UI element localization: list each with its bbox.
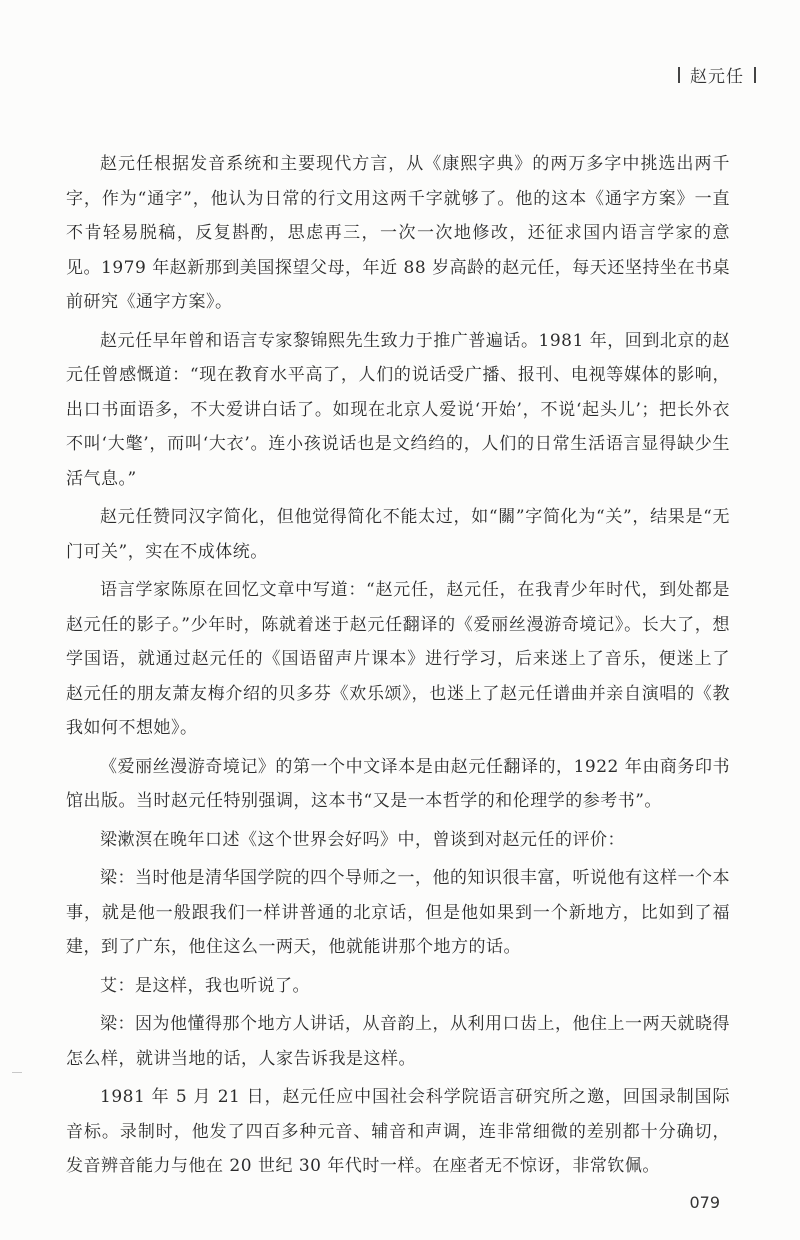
margin-mark	[12, 1072, 22, 1073]
running-head	[678, 62, 756, 87]
running-head-title: 赵元任	[690, 67, 744, 87]
running-head-right-bar	[754, 67, 756, 83]
body-text	[66, 147, 730, 1188]
paragraph-putonghua: 赵元任早年曾和语言专家黎锦熙先生致力于推广普遍话。1981 年，回到北京的赵元任曾感慨道：“现在教育水平高了，人们的说话受广播、报刊、电视等媒体的影响，出口书面语多，不大爱讲白话了。如现在北京人爱说‘开始’，不说‘起头儿’；把长外衣不叫‘大氅’，而叫‘大衣’。连小孩说话也是文绉绉的，人们的日常生活语言显得缺少生活气息。”	[66, 330, 730, 489]
paragraph-alice-translation: 《爱丽丝漫游奇境记》的第一个中文译本是由赵元任翻译的，1922 年由商务印书馆出版。当时赵元任特别强调，这本书“又是一本哲学的和伦理学的参考书”。	[66, 756, 730, 811]
page-number: 079	[689, 1193, 720, 1212]
running-head-left-bar	[678, 67, 680, 83]
paragraph-simplification: 赵元任赞同汉字简化，但他觉得简化不能太过，如“關”字简化为“关”，结果是“无门可关”，实在不成体统。	[66, 507, 730, 562]
paragraph-liang-intro: 梁漱溟在晚年口述《这个世界会好吗》中，曾谈到对赵元任的评价：	[100, 829, 625, 850]
paragraph-1981-recording: 1981 年 5 月 21 日，赵元任应中国社会科学院语言研究所之邀，回国录制国际音标。录制时，他发了四百多种元音、辅音和声调，连非常细微的差别都十分确切，发音辨音能力与他在 20 世纪 30 年代时一样。在座者无不惊讶，非常钦佩。	[66, 1087, 730, 1176]
paragraph-ai-reply: 艾：是这样，我也听说了。	[100, 975, 310, 996]
paragraph-liang-quote-1: 梁：当时他是清华国学院的四个导师之一，他的知识很丰富，听说他有这样一个本事，就是他一般跟我们一样讲普通的北京话，但是他如果到一个新地方，比如到了福建，到了广东，他住这么一两天，他就能讲那个地方的话。	[66, 868, 730, 957]
paragraph-tongzi-plan: 赵元任根据发音系统和主要现代方言，从《康熙字典》的两万多字中挑选出两千字，作为“通字”，他认为日常的行文用这两千字就够了。他的这本《通字方案》一直不肯轻易脱稿，反复斟酌，思虑再三，一次一次地修改，还征求国内语言学家的意见。1979 年赵新那到美国探望父母，年近 88 岁高龄的赵元任，每天还坚持坐在书桌前研究《通字方案》。	[66, 154, 730, 312]
paragraph-liang-quote-2: 梁：因为他懂得那个地方人讲话，从音韵上，从利用口齿上，他住上一两天就晓得怎么样，就讲当地的话，人家告诉我是这样。	[66, 1014, 730, 1069]
paragraph-chen-yuan: 语言学家陈原在回忆文章中写道：“赵元任，赵元任，在我青少年时代，到处都是赵元任的影子。”少年时，陈就着迷于赵元任翻译的《爱丽丝漫游奇境记》。长大了，想学国语，就通过赵元任的《国语留声片课本》进行学习，后来迷上了音乐，便迷上了赵元任的朋友萧友梅介绍的贝多芬《欢乐颂》，也迷上了赵元任谱曲并亲自演唱的《教我如何不想她》。	[66, 580, 730, 738]
